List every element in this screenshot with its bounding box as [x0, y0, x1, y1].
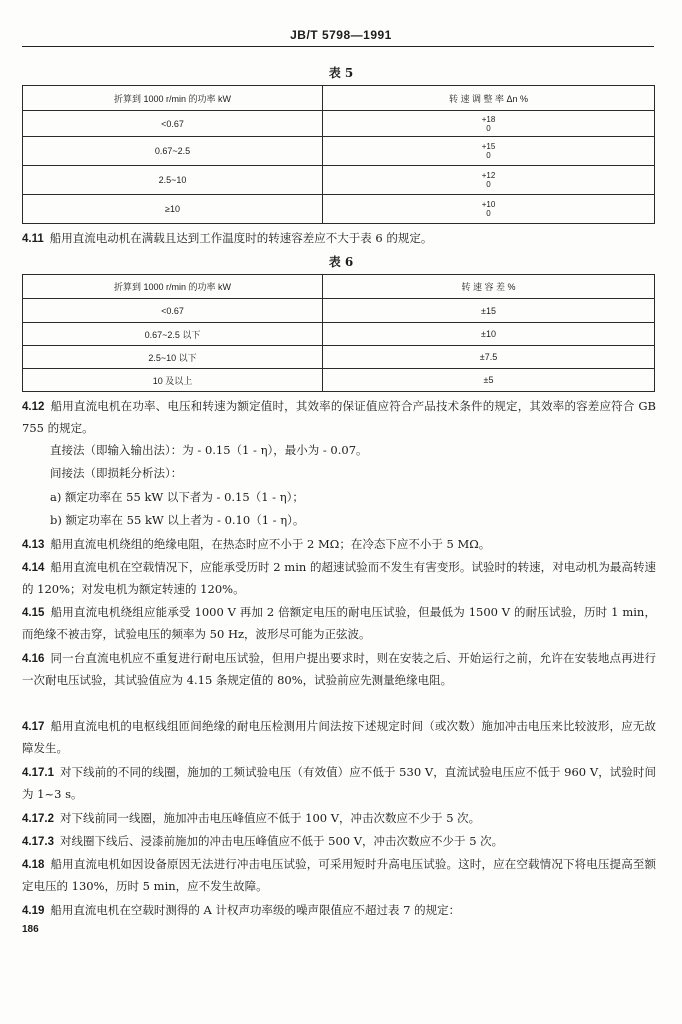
clause-4-17-3: [22, 831, 656, 853]
clause-4-17: [22, 716, 656, 759]
clause-4-19: [22, 900, 656, 922]
table5-col1-header: 折算到 1000 r/min 的功率 kW: [23, 86, 323, 111]
power-cell: <0.67: [23, 111, 323, 137]
table6-caption: 表 6: [328, 255, 354, 269]
header-rule: [22, 46, 654, 47]
standard-header: JB/T 5798—1991: [290, 28, 392, 42]
clause-text: 船用直流电机如因设备原因无法进行冲击电压试验，可采用短时升高电压试验。这时，应在空载情况下将电压提高至额定电压的 130%，历时 5 min，应不发生故障。: [22, 857, 656, 893]
clause-text: 同一台直流电机应不重复进行耐电压试验，但用户提出要求时，则在安装之后、开始运行之前，允许在安装地点再进行一次耐电压试验，其试验值应为 4.15 条规定值的 80%，试验前应先测量绝缘电阻。: [22, 651, 656, 687]
tolerance-lower: 0: [486, 180, 491, 189]
power-cell: ≥10: [23, 195, 323, 224]
table-row: [23, 323, 655, 346]
power-cell: 2.5~10 以下: [23, 346, 323, 369]
tolerance-cell: ±5: [323, 369, 655, 392]
tolerance-lower: 0: [486, 151, 491, 160]
clause-text: 船用直流电机绕组应能承受 1000 V 再加 2 倍额定电压的耐电压试验，但最低为 1500 V 的耐压试验，历时 1 min，而绝缘不被击穿，试验电压的频率为 50 Hz，波形尽可能为正弦波。: [22, 605, 656, 641]
clause-number: 4.19: [22, 905, 45, 917]
clause-4-11: [22, 228, 656, 250]
table-row: [23, 166, 655, 195]
clause-number: 4.11: [22, 233, 44, 245]
table-row: [23, 299, 655, 323]
power-cell: 10 及以上: [23, 369, 323, 392]
table6: [22, 274, 655, 392]
clause-4-12: [22, 396, 656, 439]
clause-4-17-2: [22, 808, 656, 830]
clause-4-18: [22, 854, 656, 897]
power-cell: 2.5~10: [23, 166, 323, 195]
clause-number: 4.18: [22, 859, 45, 871]
clause-number: 4.13: [22, 539, 45, 551]
tolerance-cell: ±10: [323, 323, 655, 346]
tolerance-upper: +12: [481, 171, 496, 180]
clause-number: 4.12: [22, 401, 45, 413]
clause-number: 4.17.2: [22, 813, 54, 825]
clause-number: 4.17.3: [22, 836, 54, 848]
item-a: a) 额定功率在 55 kW 以下者为 - 0.15（1 - η）；: [50, 490, 304, 504]
table-row: [23, 195, 655, 224]
regulation-cell: [323, 195, 655, 224]
clause-number: 4.14: [22, 562, 45, 574]
clause-text: 船用直流电机在空载情况下，应能承受历时 2 min 的超速试验而不发生有害变形。试验时的转速，对电动机为最高转速的 120%；对发电机为额定转速的 120%。: [22, 560, 656, 596]
clause-text: 船用直流电机绕组的绝缘电阻，在热态时应不小于 2 MΩ；在冷态下应不小于 5 MΩ。: [50, 537, 491, 551]
table5: [22, 85, 655, 224]
clause-text: 船用直流电动机在满载且达到工作温度时的转速容差应不大于表 6 的规定。: [49, 231, 433, 245]
indirect-method: 间接法（即损耗分析法）：: [50, 466, 183, 480]
table-row: [23, 137, 655, 166]
table6-header-row: [23, 275, 655, 299]
clause-text: 对下线前的不同的线圈，施加的工频试验电压（有效值）应不低于 530 V，直流试验电压应不低于 960 V，试验时间为 1~3 s。: [22, 765, 656, 801]
clause-text: 船用直流电机在空载时测得的 A 计权声功率级的噪声限值应不超过表 7 的规定：: [50, 903, 461, 917]
power-cell: 0.67~2.5 以下: [23, 323, 323, 346]
direct-method: 直接法（即输入输出法）：为 - 0.15（1 - η），最小为 - 0.07。: [50, 443, 368, 457]
clause-4-13: [22, 534, 656, 556]
table-row: [23, 369, 655, 392]
item-b: b) 额定功率在 55 kW 以上者为 - 0.10（1 - η）。: [50, 513, 305, 527]
clause-text: 船用直流电机的电枢线组匝间绝缘的耐电压检测用片间法按下述规定时间（或次数）施加冲击电压来比较波形，应无故障发生。: [22, 719, 656, 755]
regulation-cell: [323, 137, 655, 166]
table5-header-row: [23, 86, 655, 111]
clause-4-16: [22, 648, 656, 691]
tolerance-upper: +18: [481, 114, 496, 124]
clause-number: 4.15: [22, 607, 45, 619]
clause-4-17-1: [22, 762, 656, 805]
clause-text: 对下线前同一线圈，施加冲击电压峰值应不低于 100 V，冲击次数应不少于 5 次。: [59, 811, 481, 825]
table5-col2-header: 转 速 调 整 率 Δn %: [323, 86, 655, 111]
table6-col2-header: 转 速 容 差 %: [323, 275, 655, 299]
clause-number: 4.17.1: [22, 767, 54, 779]
tolerance-upper: +10: [481, 200, 496, 209]
clause-number: 4.17: [22, 721, 45, 733]
power-cell: <0.67: [23, 299, 323, 323]
power-cell: 0.67~2.5: [23, 137, 323, 166]
tolerance-lower: 0: [486, 123, 491, 133]
table-row: [23, 346, 655, 369]
clause-text: 对线圈下线后、浸漆前施加的冲击电压峰值应不低于 500 V，冲击次数应不少于 5 次。: [59, 834, 504, 848]
table6-col1-header: 折算到 1000 r/min 的功率 kW: [23, 275, 323, 299]
clause-number: 4.16: [22, 653, 45, 665]
clause-text: 船用直流电机在功率、电压和转速为额定值时，其效率的保证值应符合产品技术条件的规定，其效率的容差应符合 GB 755 的规定。: [22, 399, 656, 435]
tolerance-lower: 0: [486, 209, 491, 218]
tolerance-cell: ±15: [323, 299, 655, 323]
page-number: 186: [22, 924, 39, 935]
tolerance-upper: +15: [481, 142, 496, 151]
table-row: [23, 111, 655, 137]
regulation-cell: [323, 166, 655, 195]
clause-4-14: [22, 557, 656, 600]
clause-4-15: [22, 602, 656, 645]
regulation-cell: [323, 111, 655, 137]
table5-caption: 表 5: [328, 66, 354, 80]
tolerance-cell: ±7.5: [323, 346, 655, 369]
